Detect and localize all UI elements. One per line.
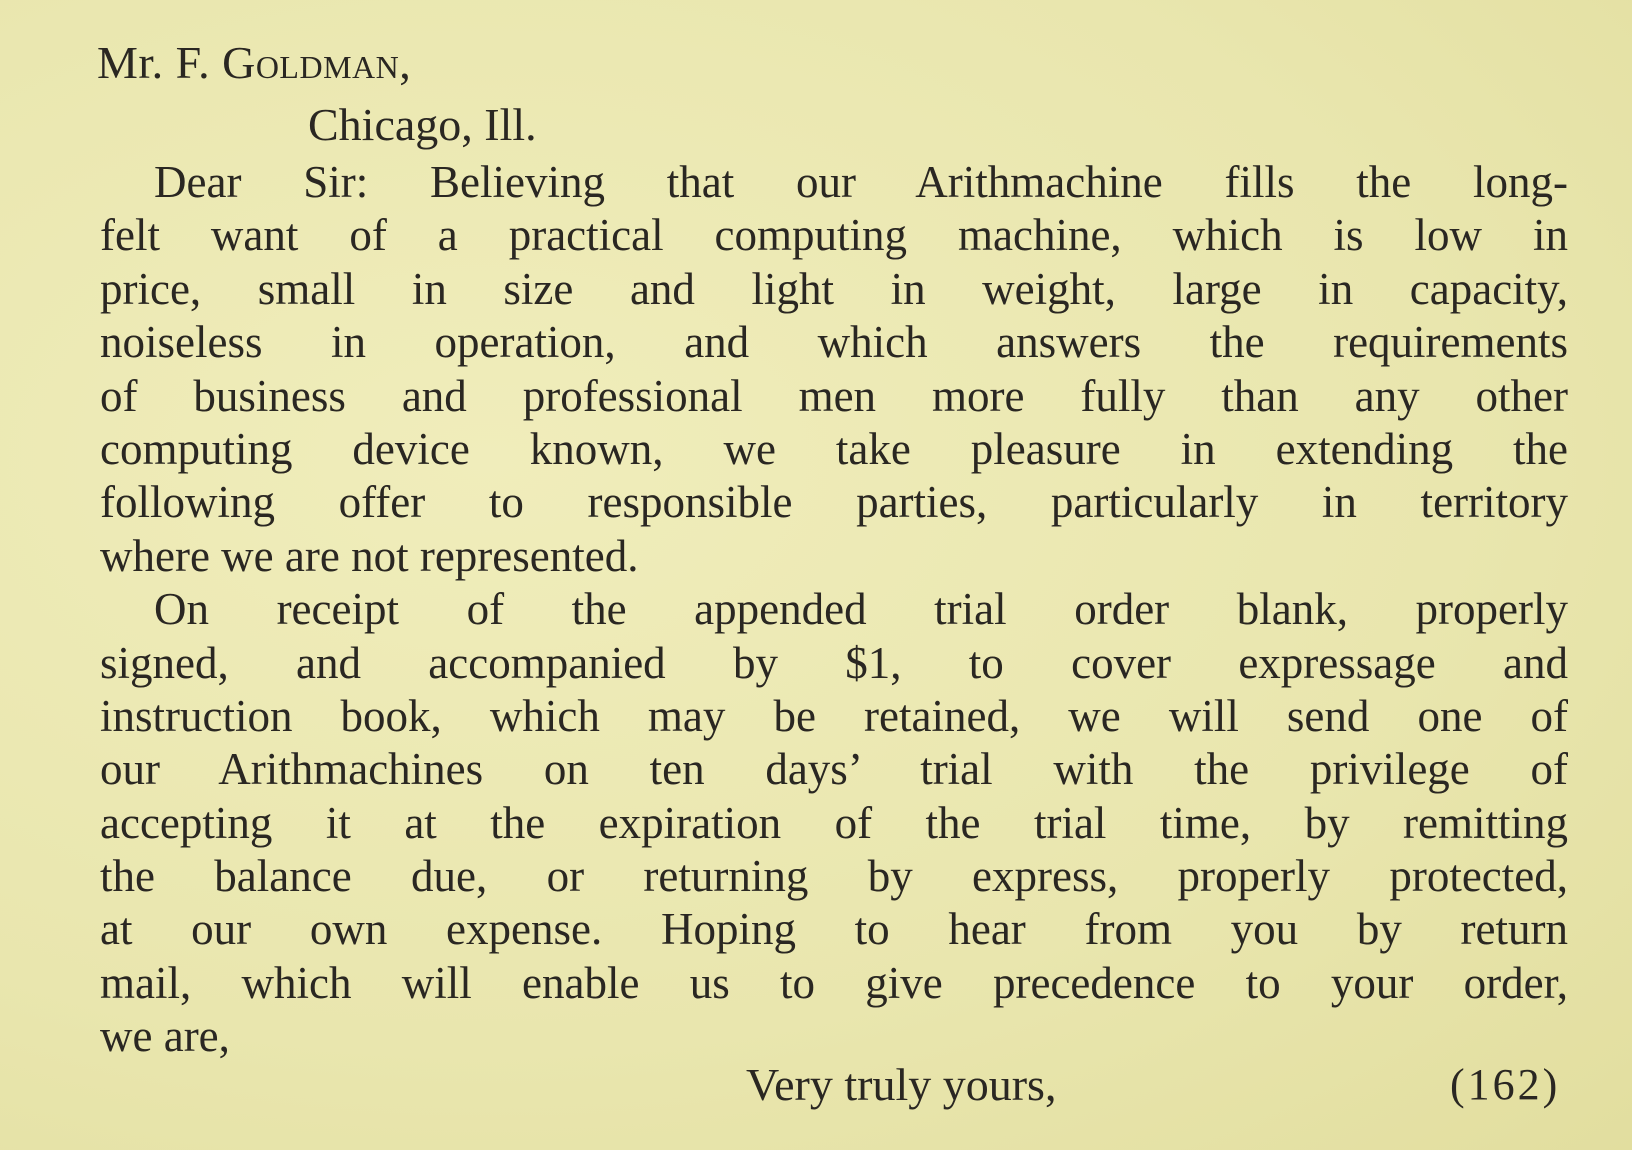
letter-body bbox=[100, 156, 1568, 1064]
body-line: our Arithmachines on ten days’ trial with the privilege of bbox=[100, 744, 1568, 795]
addressee-city: Chicago, Ill. bbox=[308, 99, 537, 150]
body-line: price, small in size and light in weight, large in capacity, bbox=[100, 263, 1568, 314]
body-line: the balance due, or returning by express, properly protected, bbox=[100, 851, 1568, 902]
addressee-prefix: Mr. F. bbox=[97, 37, 223, 88]
closing-salutation: Very truly yours, bbox=[746, 1059, 1057, 1110]
addressee-line bbox=[97, 34, 411, 92]
body-line: instruction book, which may be retained, we will send one of bbox=[100, 690, 1568, 741]
body-line: where we are not represented. bbox=[100, 530, 639, 581]
body-line: accepting it at the expiration of the trial time, by remitting bbox=[100, 797, 1568, 848]
body-line: of business and professional men more fully than any other bbox=[100, 370, 1568, 421]
body-line: noiseless in operation, and which answers the requirements bbox=[100, 317, 1568, 368]
body-line: at our own expense. Hoping to hear from you by return bbox=[100, 904, 1568, 955]
body-line: following offer to responsible parties, particularly in territory bbox=[100, 477, 1568, 528]
body-line: signed, and accompanied by $1, to cover expressage and bbox=[100, 637, 1568, 688]
body-line: computing device known, we take pleasure in extending the bbox=[100, 423, 1568, 474]
body-line: mail, which will enable us to give precedence to your order, bbox=[100, 957, 1568, 1008]
addressee-name: Goldman, bbox=[222, 37, 412, 88]
body-line: Dear Sir: Believing that our Arithmachine fills the long- bbox=[154, 157, 1568, 207]
page-number: (162) bbox=[1450, 1060, 1561, 1109]
body-line: felt want of a practical computing machine, which is low in bbox=[100, 210, 1568, 261]
body-line: On receipt of the appended trial order blank, properly bbox=[154, 584, 1568, 635]
body-line: we are, bbox=[100, 1011, 230, 1062]
